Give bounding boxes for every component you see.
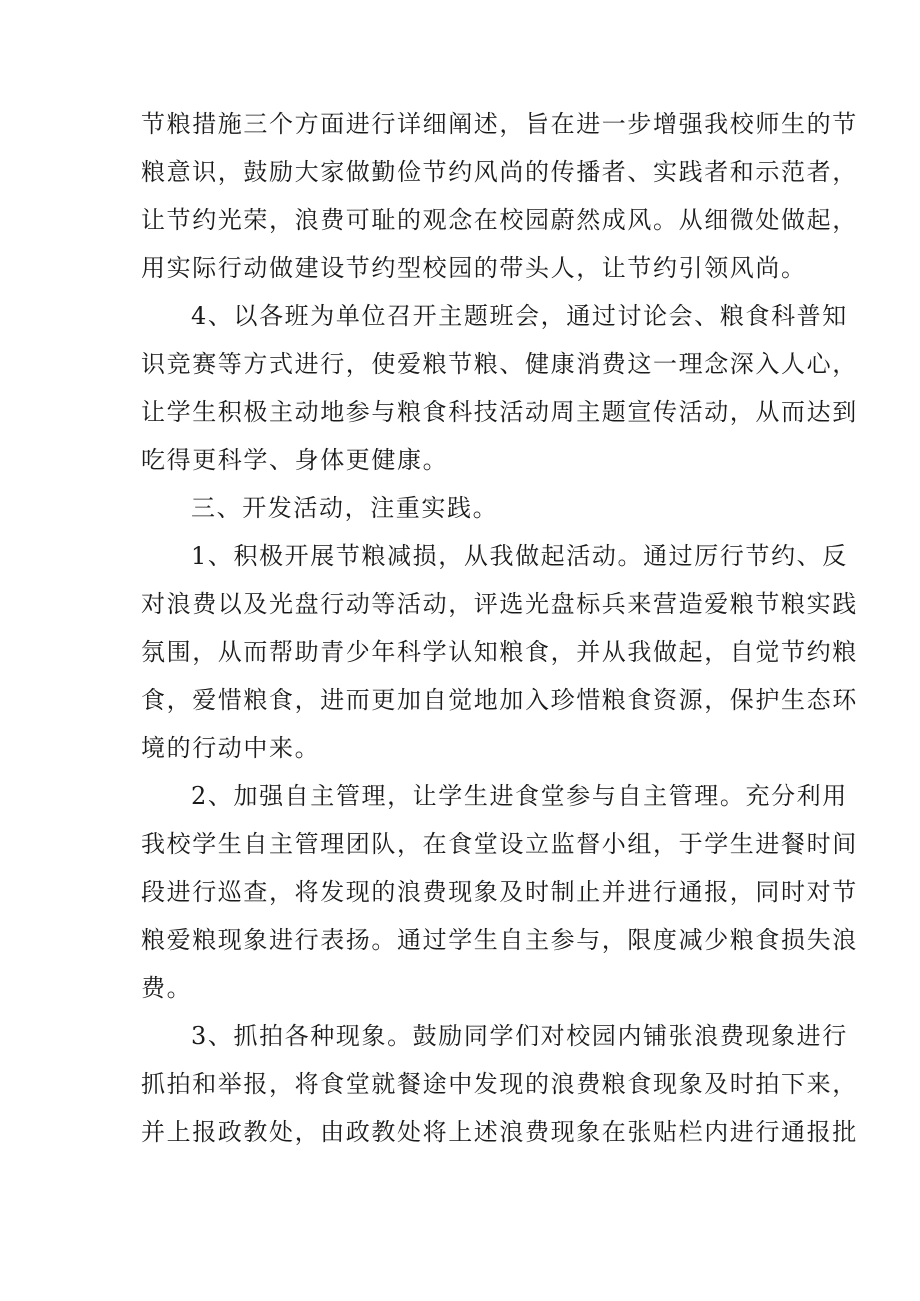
section-heading — [141, 484, 791, 532]
text-line: 我校学生自主管理团队，在食堂设立监督小组，于学生进餐时间 — [141, 830, 858, 858]
text-line: 2、加强自主管理，让学生进食堂参与自主管理。充分利用 — [191, 782, 848, 810]
paragraph-p2 — [141, 292, 858, 484]
text-line: 3、抓拍各种现象。鼓励同学们对校园内铺张浪费现象进行 — [191, 1022, 848, 1050]
paragraph-p5 — [141, 772, 858, 1012]
text-line: 粮爱粮现象进行表扬。通过学生自主参与，限度减少粮食损失浪 — [141, 926, 858, 954]
text-line: 氛围，从而帮助青少年科学认知粮食，并从我做起，自觉节约粮 — [141, 638, 858, 666]
text-line: 让学生积极主动地参与粮食科技活动周主题宣传活动，从而达到 — [141, 398, 858, 426]
text-line: 识竞赛等方式进行，使爱粮节粮、健康消费这一理念深入人心， — [141, 350, 858, 378]
text-line: 用实际行动做建设节约型校园的带头人，让节约引领风尚。 — [141, 254, 807, 282]
heading-line: 三、开发活动，注重实践。 — [191, 494, 499, 522]
paragraph-p1 — [141, 100, 858, 292]
text-line: 粮意识，鼓励大家做勤俭节约风尚的传播者、实践者和示范者， — [141, 158, 858, 186]
text-line: 段进行巡查，将发现的浪费现象及时制止并进行通报，同时对节 — [141, 878, 858, 906]
text-line: 节粮措施三个方面进行详细阐述，旨在进一步增强我校师生的节 — [141, 110, 858, 138]
text-line: 食，爱惜粮食，进而更加自觉地加入珍惜粮食资源，保护生态环 — [141, 686, 858, 714]
text-line: 让节约光荣，浪费可耻的观念在校园蔚然成风。从细微处做起， — [141, 206, 858, 234]
text-line: 费。 — [141, 974, 193, 1002]
paragraph-p6 — [141, 1012, 858, 1156]
paragraph-p4 — [141, 532, 858, 772]
text-line: 1、积极开展节粮减损，从我做起活动。通过厉行节约、反 — [191, 542, 848, 570]
text-line: 4、以各班为单位召开主题班会，通过讨论会、粮食科普知 — [191, 302, 848, 330]
document-body — [141, 100, 858, 1156]
text-line: 并上报政教处，由政教处将上述浪费现象在张贴栏内进行通报批 — [141, 1118, 858, 1146]
text-line: 抓拍和举报，将食堂就餐途中发现的浪费粮食现象及时拍下来， — [141, 1070, 858, 1098]
text-line: 吃得更科学、身体更健康。 — [141, 446, 449, 474]
text-line: 对浪费以及光盘行动等活动，评选光盘标兵来营造爱粮节粮实践 — [141, 590, 858, 618]
text-line: 境的行动中来。 — [141, 734, 321, 762]
